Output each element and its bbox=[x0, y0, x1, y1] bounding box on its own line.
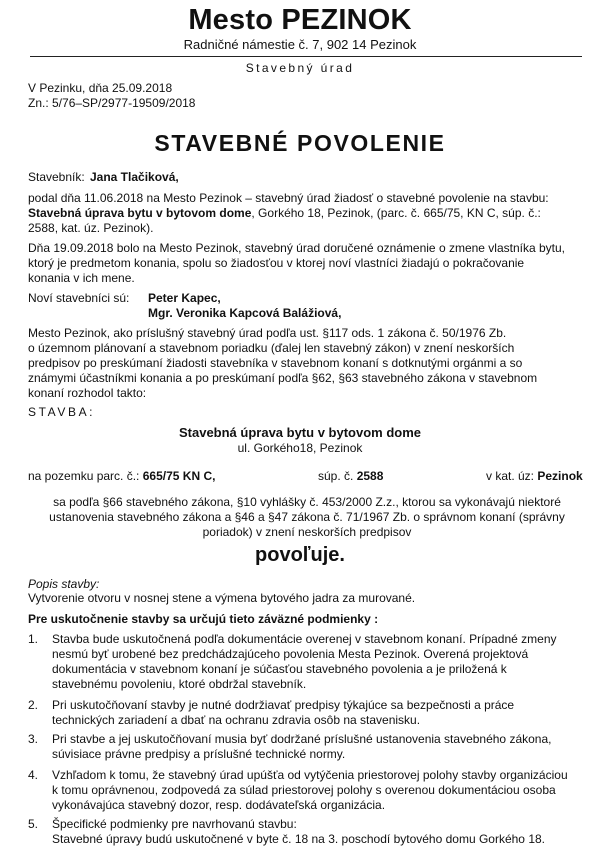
project-name-inline: Stavebná úprava bytu v bytovom dome bbox=[28, 206, 252, 220]
condition-3 bbox=[52, 732, 586, 762]
project-location-inline: , Gorkého 18, Pezinok, (parc. č. 665/75, KN C, súp. č.: bbox=[251, 206, 541, 220]
condition-5-line-1: Špecifické podmienky pre navrhovanú stavbu: bbox=[52, 817, 297, 831]
applicant-name: Jana Tlačiková, bbox=[90, 170, 179, 184]
condition-1-number: 1. bbox=[28, 632, 39, 646]
application-paragraph bbox=[28, 191, 586, 236]
condition-4-line-2: k tomu oprávnenou, zodpovedá za súlad priestorovej polohy s overenou dokumentáciou osoba bbox=[52, 783, 556, 797]
condition-4-line-1: Vzhľadom k tomu, že stavebný úrad upúšťa od vytýčenia priestorovej polohy stavby organizáciou bbox=[52, 768, 568, 782]
decision-word: povoľuje. bbox=[255, 544, 345, 566]
new-builder-1: Peter Kapec, bbox=[148, 291, 221, 305]
condition-1 bbox=[52, 632, 586, 692]
cadastral-label: v kat. úz: bbox=[486, 469, 535, 483]
legal-basis bbox=[28, 495, 586, 540]
authority-line-4: známymi účastníkmi konania a po preskúmaní podľa §62, §63 stavebného zákona v stavebnom bbox=[28, 371, 538, 385]
new-builders-label: Noví stavebníci sú: bbox=[28, 291, 130, 305]
condition-5 bbox=[52, 817, 586, 847]
condition-4-number: 4. bbox=[28, 768, 39, 782]
application-line-2 bbox=[28, 206, 586, 221]
authority-line-5: konaní rozhodol takto: bbox=[28, 386, 147, 400]
stavba-name: Stavebná úprava bytu v bytovom dome bbox=[178, 425, 421, 440]
ownership-line-2: ktorý je predmetom konania, spolu so žiadosťou v ktorej noví vlastníci žiadajú o pokračovanie bbox=[28, 256, 525, 270]
stavba-label: STAVBA: bbox=[28, 405, 96, 419]
condition-4-line-3: vykonávajúca stavebný dozor, resp. dodávateľská organizácia. bbox=[52, 798, 386, 812]
ownership-change-paragraph bbox=[28, 241, 586, 286]
authority-line-3: predpisov po preskúmaní žiadosti stavebníka v stavebnom konaní s dotknutými orgánmi a so bbox=[28, 356, 523, 370]
description-text: Vytvorenie otvoru v nosnej stene a výmena bytového jadra za murované. bbox=[28, 591, 416, 605]
parcel-value: 665/75 KN C, bbox=[142, 469, 216, 483]
authority-line-1: Mesto Pezinok, ako príslušný stavebný úrad podľa ust. §117 ods. 1 zákona č. 50/1976 Zb. bbox=[28, 326, 507, 340]
condition-1-line-2: nesmú byť urobené bez predchádzajúceho povolenia Mesta Pezinok. Overená projektová bbox=[52, 647, 529, 661]
condition-2 bbox=[52, 698, 586, 728]
sup-row bbox=[318, 469, 383, 483]
stavba-address: ul. Gorkého18, Pezinok bbox=[237, 441, 363, 455]
document-title: STAVEBNÉ POVOLENIE bbox=[154, 130, 446, 156]
conditions-heading: Pre uskutočnenie stavby sa určujú tieto záväzné podmienky : bbox=[28, 612, 379, 626]
condition-2-line-2: technických zariadení a dbať na ochranu zdravia osôb na stavenisku. bbox=[52, 713, 421, 727]
city-heading: Mesto PEZINOK bbox=[188, 4, 412, 36]
applicant-label: Stavebník: bbox=[28, 170, 85, 184]
header-divider bbox=[30, 56, 582, 57]
application-line-3: 2588, kat. úz. Pezinok). bbox=[28, 221, 154, 235]
condition-2-number: 2. bbox=[28, 698, 39, 712]
ownership-line-3: konania v ich mene. bbox=[28, 271, 135, 285]
parcel-label: na pozemku parc. č.: bbox=[28, 469, 140, 483]
city-address: Radničné námestie č. 7, 902 14 Pezinok bbox=[183, 37, 417, 52]
condition-5-number: 5. bbox=[28, 817, 39, 831]
condition-3-line-1: Pri stavbe a jej uskutočňovaní musia byť dodržané príslušné ustanovenia stavebného zákona, bbox=[52, 732, 552, 746]
place-date: V Pezinku, dňa 25.09.2018 bbox=[28, 81, 173, 95]
authority-line-2: o územnom plánovaní a stavebnom poriadku (ďalej len stavebný zákon) v znení neskorších bbox=[28, 341, 515, 355]
legal-line-2: ustanovenia stavebného zákona a §46 a §47 zákona č. 71/1967 Zb. o správnom konaní (správny bbox=[49, 510, 565, 524]
condition-1-line-4: stavebnému povoleniu, ktoré obdržal stavebník. bbox=[52, 677, 307, 691]
legal-line-1: sa podľa §66 stavebného zákona, §10 vyhlášky č. 453/2000 Z.z., ktorou sa vykonávajú niektoré bbox=[53, 495, 561, 509]
ownership-line-1: Dňa 19.09.2018 bolo na Mesto Pezinok, stavebný úrad doručené oznámenie o zmene vlastníka bytu, bbox=[28, 241, 566, 255]
condition-4 bbox=[52, 768, 586, 813]
reference-number: Zn.: 5/76–SP/2977-19509/2018 bbox=[28, 96, 196, 110]
cadastral-value: Pezinok bbox=[537, 469, 583, 483]
authority-paragraph bbox=[28, 326, 586, 401]
parcel-row bbox=[28, 469, 215, 483]
condition-3-number: 3. bbox=[28, 732, 39, 746]
description-label: Popis stavby: bbox=[28, 577, 100, 591]
sup-value: 2588 bbox=[356, 469, 384, 483]
condition-2-line-1: Pri uskutočňovaní stavby je nutné dodržiavať predpisy týkajúce sa bezpečnosti a práce bbox=[52, 698, 515, 712]
condition-1-line-1: Stavba bude uskutočnená podľa dokumentácie overenej v stavebnom konaní. Prípadné zmeny bbox=[52, 632, 557, 646]
legal-line-3: poriadok) v znení neskorších predpisov bbox=[202, 525, 412, 539]
condition-5-line-2: Stavebné úpravy budú uskutočnené v byte č. 18 na 3. poschodí bytového domu Gorkého 18. bbox=[52, 832, 545, 846]
condition-1-line-3: dokumentácia v stavebnom konaní je súčasťou stavebného povolenia a je priložená k bbox=[52, 662, 507, 676]
sup-label: súp. č. bbox=[318, 469, 354, 483]
condition-3-line-2: súvisiace právne predpisy a príslušné technické normy. bbox=[52, 747, 346, 761]
department-name: Stavebný úrad bbox=[245, 61, 355, 75]
cadastral-row bbox=[486, 469, 583, 483]
new-builder-2: Mgr. Veronika Kapcová Balážiová, bbox=[148, 306, 342, 320]
application-line-1: podal dňa 11.06.2018 na Mesto Pezinok – stavebný úrad žiadosť o stavebné povolenie na stavbu: bbox=[28, 191, 549, 205]
